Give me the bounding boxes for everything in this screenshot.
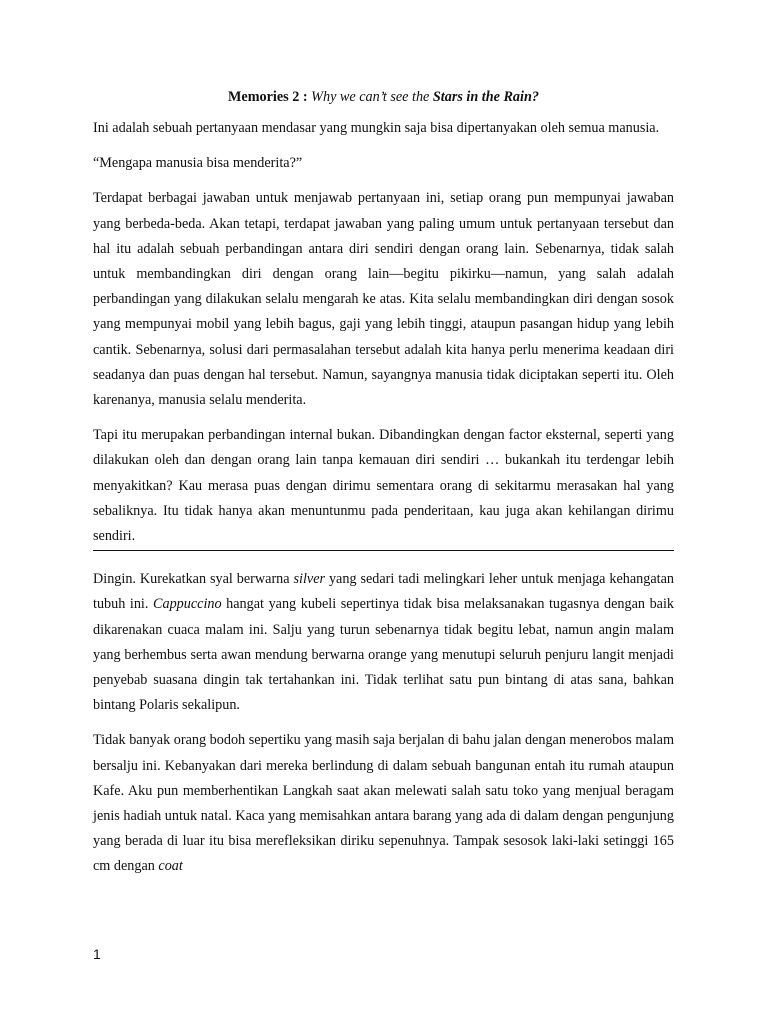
p5-text-c: yang sedari tadi melingkari leher untuk menjaga kehangatan tubuh ini. [93,571,675,613]
document-page [93,86,674,890]
p6-italic-coat: coat [158,858,183,875]
paragraph-internal-comparison: Tapi itu merupakan perbandingan internal bukan. Dibandingkan dengan factor eksternal, seperti yang dilakukan oleh dan dengan orang lain tanpa kemauan diri sendiri … bukankah itu terdengar lebih menyakitkan? Kau merasa puas dengan dirimu sementara orang di sekitarmu merasakan hal yang sebaliknya. Itu tidak hanya akan menuntunmu pada penderitaan, kau juga akan kehilangan dirimu sendiri. [93,427,674,545]
paragraph-intro: Ini adalah sebuah pertanyaan mendasar yang mungkin saja bisa dipertanyakan oleh semua manusia. [93,120,660,136]
paragraph-question: “Mengapa manusia bisa menderita?” [93,155,303,172]
title-middle: Why we can’t see the [307,89,433,105]
p5-text-e: hangat yang kubeli sepertinya tidak bisa melaksanakan tugasnya dengan baik dikarenakan cuaca malam ini. Salju yang turun sebenarnya tidak begitu lebat, namun angin malam yang berhembus serta awan mendung berwarna orange yang menutupi seluruh penjuru langit menjadi penyebab suasana dingin tak tertahankan ini. Tidak terlihat satu pun bintang di atas sana, bahkan bintang Polaris sekalipun. [93,596,674,714]
section-divider [93,550,674,551]
page-number: 1 [93,946,101,962]
paragraph-comparison: Terdapat berbagai jawaban untuk menjawab pertanyaan ini, setiap orang pun mempunyai jawaban yang berbeda-beda. Akan tetapi, terdapat jawaban yang paling umum untuk pertanyaan tersebut dan hal itu adalah sebuah perbandingan antara diri sendiri dengan orang lain. Sebenarnya, tidak salah untuk membandingkan diri dengan orang lain—begitu pikirku—namun, yang salah adalah perbandingan yang dilakukan selalu mengarah ke atas. Kita selalu membandingkan diri dengan sosok yang mempunyai mobil yang lebih bagus, gaji yang lebih tinggi, ataupun pasangan hidup yang lebih cantik. Sebenarnya, solusi dari permasalahan tersebut adalah kita hanya perlu menerima keadaan diri seadanya dan puas dengan hal tersebut. Namun, sayangnya manusia tidak diciptakan seperti itu. Oleh karenanya, manusia selalu menderita. [93,190,674,409]
p5-italic-cappuccino: Cappuccino [153,596,222,613]
title-emphasis: Stars in the Rain? [432,89,539,105]
p5-italic-silver: silver [293,571,326,588]
p5-text-a: Dingin. Kurekatkan syal berwarna [93,571,294,588]
paragraph-cold-night [93,567,674,718]
document-title [93,86,674,108]
title-prefix: Memories 2 : [228,89,308,105]
p6-text-a: Tidak banyak orang bodoh sepertiku yang masih saja berjalan di bahu jalan dengan menerobos malam bersalju ini. Kebanyakan dari mereka berlindung di dalam sebuah bangunan entah itu rumah ataupun Kafe. Aku pun memberhentikan Langkah saat akan melewati salah satu toko yang menjual beragam jenis hadiah untuk natal. Kaca yang memisahkan antara barang yang ada di dalam dengan pengunjung yang berada di luar itu bisa merefleksikan diriku sepenuhnya. Tampak sesosok laki-laki setinggi 165 cm dengan [93,732,674,875]
paragraph-street-walk [93,728,674,879]
